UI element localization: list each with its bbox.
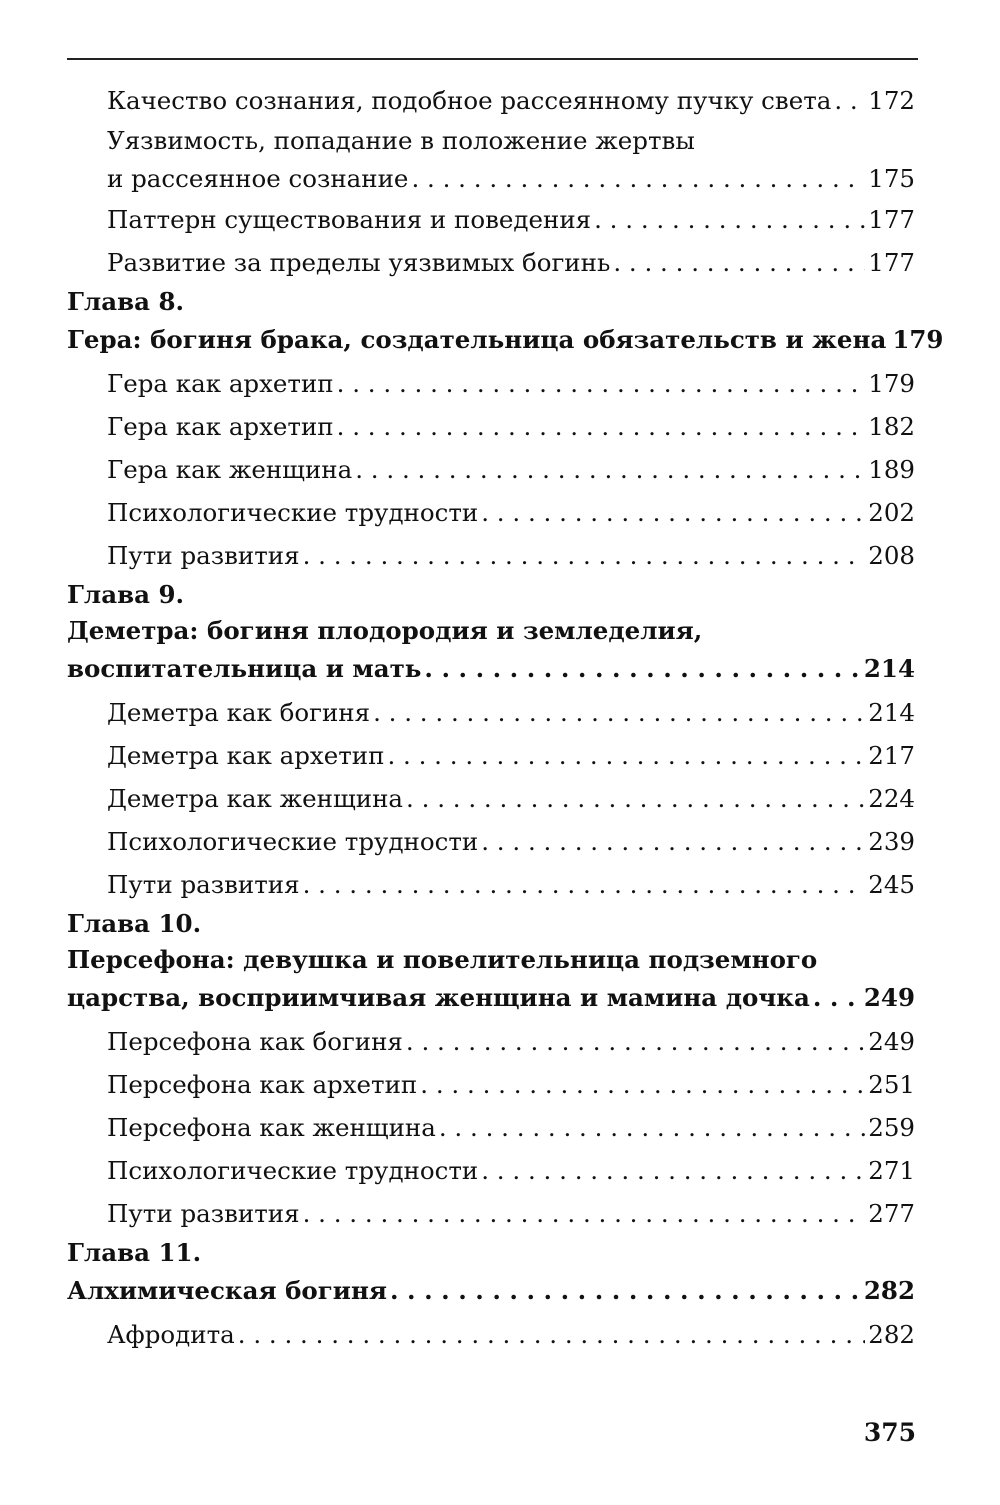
chapter-page: 179 xyxy=(892,325,944,354)
chapter-title: Алхимическая богиня xyxy=(67,1276,387,1305)
toc-entry-page: 249 xyxy=(868,1027,915,1056)
dot-leader xyxy=(439,1106,865,1149)
dot-leader xyxy=(424,649,860,689)
dot-leader xyxy=(355,448,865,491)
toc-entry-label: Психологические трудности xyxy=(107,1156,479,1185)
dot-leader xyxy=(337,362,866,405)
toc-entry-label: Пути развития xyxy=(107,541,300,570)
toc-entry-page: 251 xyxy=(868,1070,915,1099)
toc-entry-page: 175 xyxy=(868,164,915,193)
toc-entry[interactable] xyxy=(67,1192,915,1235)
chapter-title: Деметра: богиня плодородия и земледелия, xyxy=(67,616,703,645)
toc-entry[interactable] xyxy=(67,198,915,241)
toc-entry-page: 245 xyxy=(868,870,915,899)
chapter-page: 249 xyxy=(863,983,915,1012)
dot-leader xyxy=(337,405,866,448)
toc-entry[interactable] xyxy=(67,734,915,777)
dot-leader xyxy=(613,241,865,284)
dot-leader xyxy=(373,691,865,734)
chapter-title: Гера: богиня брака, создательница обязательств и жена xyxy=(67,325,887,354)
toc-entry[interactable] xyxy=(67,820,915,863)
toc-entry-label: Пути развития xyxy=(107,1199,300,1228)
toc-entry-page: 214 xyxy=(868,698,915,727)
toc-entry[interactable] xyxy=(67,160,915,198)
toc-entry[interactable] xyxy=(67,448,915,491)
dot-leader xyxy=(238,1313,865,1356)
toc-entry[interactable] xyxy=(67,777,915,820)
toc-entry[interactable] xyxy=(67,691,915,734)
toc-entry-label: Деметра как женщина xyxy=(107,784,404,813)
chapter-page: 282 xyxy=(863,1276,915,1305)
dot-leader xyxy=(481,820,865,863)
dot-leader xyxy=(387,734,865,777)
chapter-page: 214 xyxy=(863,654,915,683)
header-rule xyxy=(67,58,918,60)
chapter-title-line xyxy=(67,942,915,978)
toc-entry[interactable] xyxy=(67,491,915,534)
toc-entry-page: 172 xyxy=(868,86,915,115)
toc-entry-label: Развитие за пределы уязвимых богинь xyxy=(107,248,611,277)
table-of-contents xyxy=(67,79,944,1356)
dot-leader xyxy=(390,1271,861,1311)
toc-entry-page: 208 xyxy=(868,541,915,570)
toc-entry[interactable] xyxy=(67,1020,915,1063)
toc-entry-label: Деметра как архетип xyxy=(107,741,385,770)
dot-leader xyxy=(481,491,865,534)
dot-leader xyxy=(420,1063,865,1106)
toc-entry[interactable] xyxy=(67,79,915,122)
toc-entry-label: Персефона как женщина xyxy=(107,1113,436,1142)
toc-entry-page: 224 xyxy=(868,784,915,813)
toc-entry[interactable] xyxy=(67,1149,915,1192)
toc-entry-page: 217 xyxy=(868,741,915,770)
chapter-title: воспитательница и мать xyxy=(67,654,422,683)
chapter-number: Глава 11. xyxy=(67,1238,202,1267)
toc-entry-label: Персефона как архетип xyxy=(107,1070,418,1099)
chapter-title-entry[interactable] xyxy=(67,649,915,689)
toc-entry-label: Гера как архетип xyxy=(107,369,334,398)
toc-entry-page: 282 xyxy=(868,1320,915,1349)
toc-entry-line xyxy=(67,122,915,160)
chapter-heading xyxy=(67,1235,915,1271)
toc-entry-page: 189 xyxy=(868,455,915,484)
toc-entry[interactable] xyxy=(67,241,915,284)
chapter-number: Глава 8. xyxy=(67,287,185,316)
toc-entry[interactable] xyxy=(67,1313,915,1356)
toc-entry-label: Гера как женщина xyxy=(107,455,353,484)
page-number: 375 xyxy=(863,1418,916,1447)
toc-entry-label: Уязвимость, попадание в положение жертвы xyxy=(107,126,695,155)
toc-entry-label: Паттерн существования и поведения xyxy=(107,205,592,234)
chapter-number: Глава 10. xyxy=(67,909,202,938)
dot-leader xyxy=(303,534,866,577)
toc-entry-label: Афродита xyxy=(107,1320,235,1349)
chapter-title-entry[interactable] xyxy=(67,978,915,1018)
chapter-title: Персефона: девушка и повелительница подземного xyxy=(67,945,818,974)
toc-entry[interactable] xyxy=(67,405,915,448)
toc-entry-page: 177 xyxy=(868,205,915,234)
toc-entry-page: 182 xyxy=(868,412,915,441)
chapter-title-line xyxy=(67,613,915,649)
chapter-heading xyxy=(67,284,915,320)
toc-entry[interactable] xyxy=(67,863,915,906)
toc-entry-page: 202 xyxy=(868,498,915,527)
dot-leader xyxy=(406,777,865,820)
chapter-title: царства, восприимчивая женщина и мамина дочка xyxy=(67,983,810,1012)
chapter-heading xyxy=(67,906,915,942)
toc-entry[interactable] xyxy=(67,1106,915,1149)
dot-leader xyxy=(481,1149,865,1192)
toc-entry-page: 277 xyxy=(868,1199,915,1228)
chapter-title-entry[interactable] xyxy=(67,1271,915,1311)
toc-entry-label: Гера как архетип xyxy=(107,412,334,441)
dot-leader xyxy=(303,863,866,906)
chapter-number: Глава 9. xyxy=(67,580,185,609)
toc-entry-label: и рассеянное сознание xyxy=(107,164,409,193)
toc-entry-label: Персефона как богиня xyxy=(107,1027,403,1056)
dot-leader xyxy=(303,1192,866,1235)
toc-entry-label: Пути развития xyxy=(107,870,300,899)
dot-leader xyxy=(813,978,861,1018)
chapter-title-entry[interactable] xyxy=(67,320,944,360)
toc-entry-page: 259 xyxy=(868,1113,915,1142)
toc-entry-page: 179 xyxy=(868,369,915,398)
toc-entry[interactable] xyxy=(67,534,915,577)
toc-entry-page: 271 xyxy=(868,1156,915,1185)
toc-entry[interactable] xyxy=(67,1063,915,1106)
dot-leader xyxy=(834,79,865,122)
toc-entry-page: 177 xyxy=(868,248,915,277)
toc-entry[interactable] xyxy=(67,362,915,405)
dot-leader xyxy=(594,198,865,241)
toc-entry-page: 239 xyxy=(868,827,915,856)
toc-entry-label: Психологические трудности xyxy=(107,827,479,856)
dot-leader xyxy=(411,160,865,198)
toc-entry-label: Деметра как богиня xyxy=(107,698,371,727)
chapter-heading xyxy=(67,577,915,613)
toc-entry-label: Качество сознания, подобное рассеянному пучку света xyxy=(107,86,832,115)
dot-leader xyxy=(406,1020,865,1063)
toc-entry-label: Психологические трудности xyxy=(107,498,479,527)
